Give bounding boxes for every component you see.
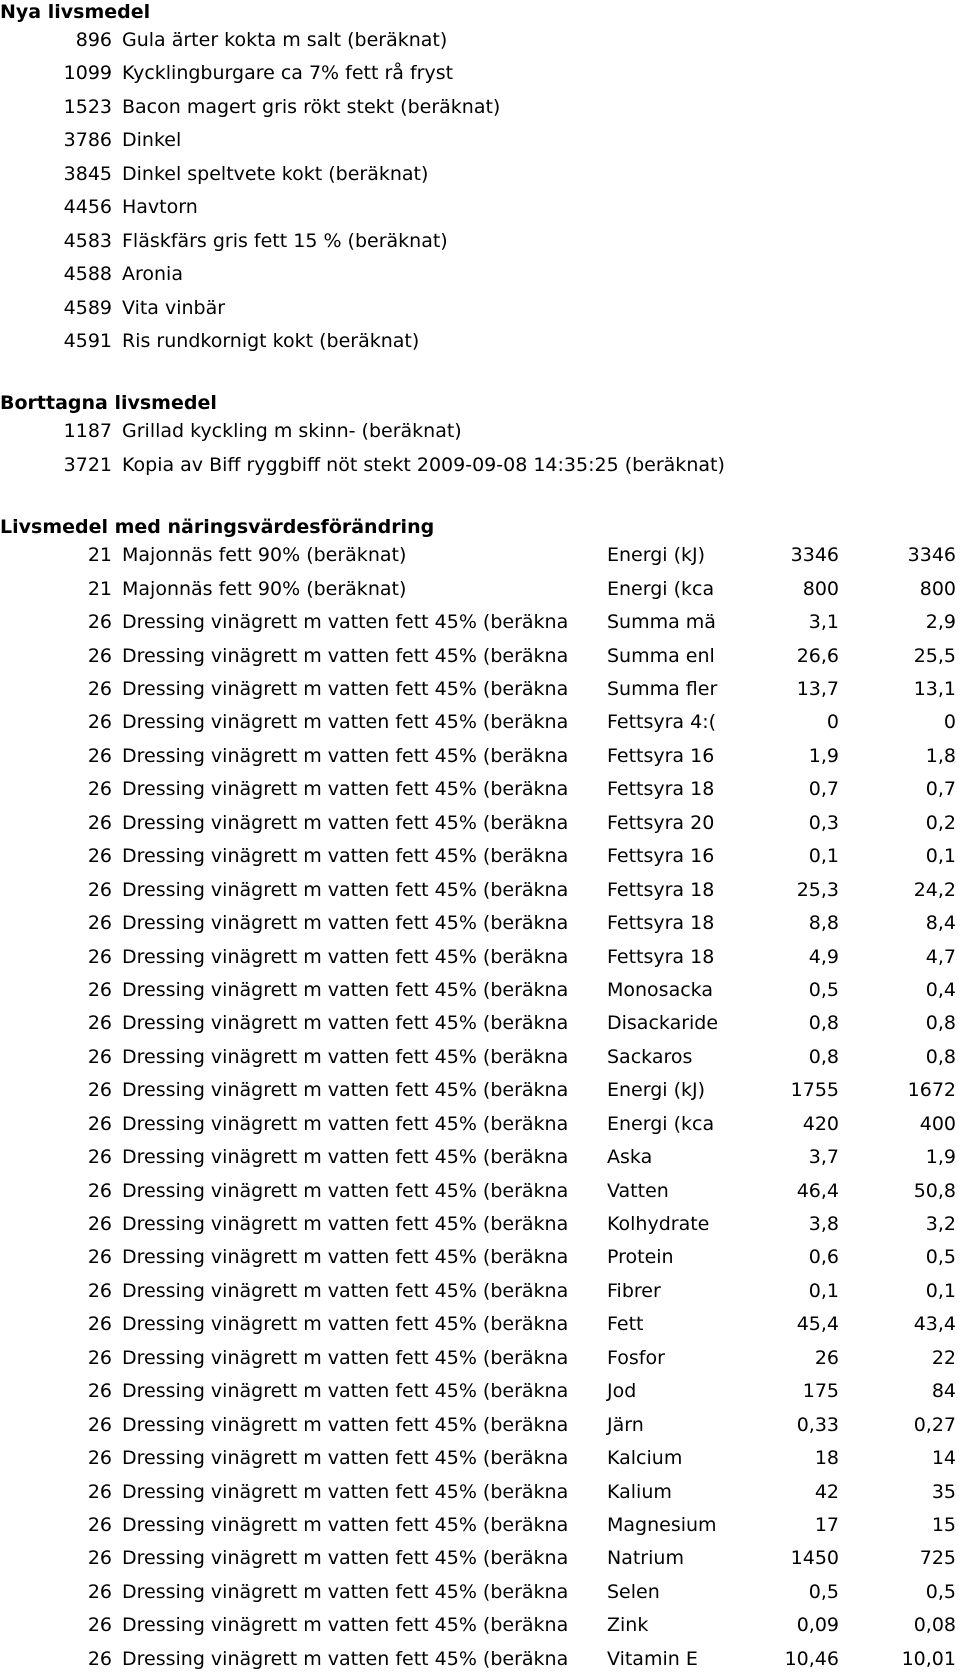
food-id: 26 xyxy=(87,1012,112,1035)
nutrient-name: Protein xyxy=(607,1246,674,1269)
new-value: 0,27 xyxy=(913,1413,956,1436)
new-value: 4,7 xyxy=(925,945,956,968)
nutrient-name: Fettsyra 16 xyxy=(607,744,715,767)
nutrient-name: Fettsyra 18 xyxy=(607,945,715,968)
new-value: 0,5 xyxy=(925,1580,956,1603)
food-id: 26 xyxy=(87,1179,112,1202)
old-value: 0 xyxy=(826,711,839,734)
table-row[interactable] xyxy=(0,673,960,706)
food-name: Dressing vinägrett m vatten fett 45% (beräkna xyxy=(122,1346,569,1369)
table-row[interactable] xyxy=(0,1476,960,1509)
old-value: 800 xyxy=(802,577,839,600)
food-id: 4583 xyxy=(63,229,112,252)
nutrient-name: Fettsyra 18 xyxy=(607,912,715,935)
old-value: 0,7 xyxy=(808,778,839,801)
food-id: 26 xyxy=(87,644,112,667)
nutrient-name: Energi (kJ) xyxy=(607,1079,706,1102)
food-id: 21 xyxy=(87,577,112,600)
table-row[interactable] xyxy=(0,1241,960,1274)
nutrient-name: Fettsyra 16 xyxy=(607,845,715,868)
nutrient-name: Fettsyra 18 xyxy=(607,778,715,801)
food-name: Dressing vinägrett m vatten fett 45% (beräkna xyxy=(122,1614,569,1637)
food-id: 4588 xyxy=(63,263,112,286)
food-id: 26 xyxy=(87,611,112,634)
old-value: 1755 xyxy=(790,1079,839,1102)
food-id: 26 xyxy=(87,711,112,734)
old-value: 45,4 xyxy=(796,1313,839,1336)
table-row[interactable] xyxy=(0,1208,960,1241)
table-row[interactable] xyxy=(0,1007,960,1040)
list-item[interactable] xyxy=(0,292,960,325)
table-row[interactable] xyxy=(0,974,960,1007)
table-row[interactable] xyxy=(0,840,960,873)
food-name: Grillad kyckling m skinn- (beräknat) xyxy=(122,420,462,443)
food-id: 26 xyxy=(87,845,112,868)
nutrient-name: Zink xyxy=(607,1614,649,1637)
food-id: 3721 xyxy=(63,453,112,476)
table-row[interactable] xyxy=(0,941,960,974)
new-value: 10,01 xyxy=(901,1647,956,1670)
food-name: Vita vinbär xyxy=(122,296,226,319)
nutrient-name: Kalcium xyxy=(607,1447,683,1470)
table-row[interactable] xyxy=(0,773,960,806)
food-name: Dressing vinägrett m vatten fett 45% (beräkna xyxy=(122,1447,569,1470)
food-name: Dressing vinägrett m vatten fett 45% (beräkna xyxy=(122,1547,569,1570)
new-value: 43,4 xyxy=(913,1313,956,1336)
nutrient-name: Energi (kJ) xyxy=(607,544,706,567)
food-id: 26 xyxy=(87,1313,112,1336)
old-value: 3,8 xyxy=(808,1213,839,1235)
changed-foods-table xyxy=(0,539,960,1676)
new-value: 0,4 xyxy=(925,978,956,1001)
new-value: 0,2 xyxy=(925,811,956,834)
food-name: Bacon magert gris rökt stekt (beräknat) xyxy=(122,95,501,118)
food-name: Dressing vinägrett m vatten fett 45% (beräkna xyxy=(122,644,569,667)
food-name: Dressing vinägrett m vatten fett 45% (beräkna xyxy=(122,1513,569,1536)
new-value: 0,5 xyxy=(925,1246,956,1269)
new-value: 3,2 xyxy=(925,1213,956,1235)
food-name: Gula ärter kokta m salt (beräknat) xyxy=(122,29,448,51)
nutrient-name: Kalium xyxy=(607,1480,672,1503)
old-value: 0,5 xyxy=(808,1580,839,1603)
table-row[interactable] xyxy=(0,1275,960,1308)
food-name: Dressing vinägrett m vatten fett 45% (beräkna xyxy=(122,1213,569,1235)
food-name: Dressing vinägrett m vatten fett 45% (beräkna xyxy=(122,845,569,868)
list-item[interactable] xyxy=(0,415,960,448)
food-name: Dressing vinägrett m vatten fett 45% (beräkna xyxy=(122,1146,569,1169)
food-name: Majonnäs fett 90% (beräknat) xyxy=(122,577,407,600)
old-value: 3,1 xyxy=(808,611,839,634)
food-name: Dressing vinägrett m vatten fett 45% (beräkna xyxy=(122,978,569,1001)
new-value: 25,5 xyxy=(913,644,956,667)
food-name: Dressing vinägrett m vatten fett 45% (beräkna xyxy=(122,1112,569,1135)
new-value: 800 xyxy=(919,577,956,600)
list-item[interactable] xyxy=(0,449,960,482)
new-value: 13,1 xyxy=(913,678,956,700)
old-value: 26 xyxy=(814,1346,839,1369)
table-row[interactable] xyxy=(0,1643,960,1676)
food-id: 26 xyxy=(87,1614,112,1637)
old-value: 1,9 xyxy=(808,744,839,767)
old-value: 0,3 xyxy=(808,811,839,834)
food-name: Dressing vinägrett m vatten fett 45% (beräkna xyxy=(122,1413,569,1436)
nutrient-name: Fettsyra 4:( xyxy=(607,711,717,734)
new-value: 1,8 xyxy=(925,744,956,767)
nutrient-name: Disackaride xyxy=(607,1012,719,1035)
new-value: 0,7 xyxy=(925,778,956,801)
nutrient-name: Fett xyxy=(607,1313,644,1336)
table-row[interactable] xyxy=(0,1074,960,1107)
food-name: Dressing vinägrett m vatten fett 45% (beräkna xyxy=(122,912,569,935)
old-value: 10,46 xyxy=(784,1647,839,1670)
table-row[interactable] xyxy=(0,1442,960,1475)
nutrient-name: Kolhydrate xyxy=(607,1213,710,1235)
food-name: Kopia av Biff ryggbiff nöt stekt 2009-09-08 14:35:25 (beräknat) xyxy=(122,453,725,476)
food-name: Dressing vinägrett m vatten fett 45% (beräkna xyxy=(122,1012,569,1035)
food-name: Dressing vinägrett m vatten fett 45% (beräkna xyxy=(122,878,569,901)
table-row[interactable] xyxy=(0,706,960,739)
list-item[interactable] xyxy=(0,191,960,224)
table-row[interactable] xyxy=(0,1409,960,1442)
nutrient-name: Energi (kca xyxy=(607,577,715,600)
new-value: 1672 xyxy=(907,1079,956,1102)
nutrient-name: Vitamin E xyxy=(607,1647,698,1670)
food-name: Dinkel speltvete kokt (beräknat) xyxy=(122,162,429,185)
food-name: Dressing vinägrett m vatten fett 45% (beräkna xyxy=(122,1079,569,1102)
table-row[interactable] xyxy=(0,807,960,840)
food-id: 26 xyxy=(87,678,112,700)
food-name: Dressing vinägrett m vatten fett 45% (beräkna xyxy=(122,1279,569,1302)
old-value: 175 xyxy=(802,1380,839,1403)
new-value: 84 xyxy=(931,1380,956,1403)
food-id: 26 xyxy=(87,912,112,935)
old-value: 0,8 xyxy=(808,1012,839,1035)
food-id: 4591 xyxy=(63,329,112,352)
food-name: Dressing vinägrett m vatten fett 45% (beräkna xyxy=(122,1045,569,1068)
nutrient-name: Aska xyxy=(607,1146,653,1169)
nutrient-name: Monosacka xyxy=(607,978,713,1001)
new-value: 22 xyxy=(931,1346,956,1369)
nutrient-name: Selen xyxy=(607,1580,660,1603)
food-id: 26 xyxy=(87,1380,112,1403)
food-name: Majonnäs fett 90% (beräknat) xyxy=(122,544,407,567)
old-value: 8,8 xyxy=(808,912,839,935)
new-value: 0,1 xyxy=(925,1279,956,1302)
table-row[interactable] xyxy=(0,1141,960,1174)
table-row[interactable] xyxy=(0,1542,960,1575)
food-name: Dressing vinägrett m vatten fett 45% (beräkna xyxy=(122,1313,569,1336)
old-value: 13,7 xyxy=(796,678,839,700)
list-item[interactable] xyxy=(0,57,960,90)
old-value: 0,33 xyxy=(796,1413,839,1436)
list-item[interactable] xyxy=(0,24,960,57)
new-value: 35 xyxy=(931,1480,956,1503)
list-item[interactable] xyxy=(0,258,960,291)
new-value: 1,9 xyxy=(925,1146,956,1169)
food-id: 26 xyxy=(87,1480,112,1503)
old-value: 42 xyxy=(814,1480,839,1503)
food-id: 4456 xyxy=(63,196,112,219)
food-id: 26 xyxy=(87,811,112,834)
food-id: 26 xyxy=(87,1513,112,1536)
new-value: 24,2 xyxy=(913,878,956,901)
food-name: Dressing vinägrett m vatten fett 45% (beräkna xyxy=(122,811,569,834)
food-id: 26 xyxy=(87,1346,112,1369)
food-id: 26 xyxy=(87,1647,112,1670)
table-row[interactable] xyxy=(0,1342,960,1375)
new-value: 0,1 xyxy=(925,845,956,868)
food-id: 26 xyxy=(87,1146,112,1169)
table-row[interactable] xyxy=(0,1041,960,1074)
nutrient-name: Energi (kca xyxy=(607,1112,715,1135)
nutrient-name: Fettsyra 18 xyxy=(607,878,715,901)
table-row[interactable] xyxy=(0,1375,960,1408)
old-value: 0,1 xyxy=(808,845,839,868)
table-row[interactable] xyxy=(0,1175,960,1208)
food-name: Dressing vinägrett m vatten fett 45% (beräkna xyxy=(122,678,569,700)
food-name: Havtorn xyxy=(122,196,198,219)
table-row[interactable] xyxy=(0,1308,960,1341)
food-id: 26 xyxy=(87,1079,112,1102)
food-name: Fläskfärs gris fett 15 % (beräknat) xyxy=(122,229,448,252)
food-name: Dressing vinägrett m vatten fett 45% (beräkna xyxy=(122,744,569,767)
food-id: 896 xyxy=(75,29,112,51)
old-value: 1450 xyxy=(790,1547,839,1570)
removed-foods-list xyxy=(0,415,960,482)
list-item[interactable] xyxy=(0,158,960,191)
new-value: 0,08 xyxy=(913,1614,956,1637)
old-value: 3,7 xyxy=(808,1146,839,1169)
food-name: Dressing vinägrett m vatten fett 45% (beräkna xyxy=(122,611,569,634)
food-id: 26 xyxy=(87,778,112,801)
section-title-removed-foods: Borttagna livsmedel xyxy=(0,392,217,415)
nutrient-name: Sackaros xyxy=(607,1045,693,1068)
food-name: Dressing vinägrett m vatten fett 45% (beräkna xyxy=(122,1179,569,1202)
food-id: 4589 xyxy=(63,296,112,319)
new-value: 400 xyxy=(919,1112,956,1135)
table-row[interactable] xyxy=(0,539,960,572)
table-row[interactable] xyxy=(0,907,960,940)
old-value: 0,1 xyxy=(808,1279,839,1302)
list-item[interactable] xyxy=(0,91,960,124)
nutrient-name: Summa enl xyxy=(607,644,715,667)
nutrient-name: Summa mä xyxy=(607,611,716,634)
food-name: Aronia xyxy=(122,263,183,286)
new-value: 15 xyxy=(931,1513,956,1536)
nutrient-name: Vatten xyxy=(607,1179,669,1202)
new-value: 14 xyxy=(931,1447,956,1470)
food-id: 3845 xyxy=(63,162,112,185)
food-id: 26 xyxy=(87,878,112,901)
nutrient-name: Magnesium xyxy=(607,1513,717,1536)
food-id: 26 xyxy=(87,1447,112,1470)
old-value: 0,09 xyxy=(796,1614,839,1637)
old-value: 17 xyxy=(814,1513,839,1536)
new-foods-list xyxy=(0,24,960,358)
food-id: 1523 xyxy=(63,95,112,118)
list-item[interactable] xyxy=(0,225,960,258)
food-id: 26 xyxy=(87,1045,112,1068)
old-value: 3346 xyxy=(790,544,839,567)
food-name: Dressing vinägrett m vatten fett 45% (beräkna xyxy=(122,1380,569,1403)
old-value: 0,6 xyxy=(808,1246,839,1269)
food-id: 26 xyxy=(87,1413,112,1436)
old-value: 0,8 xyxy=(808,1045,839,1068)
food-id: 1187 xyxy=(63,420,112,443)
nutrient-name: Jod xyxy=(607,1380,637,1403)
food-name: Dressing vinägrett m vatten fett 45% (beräkna xyxy=(122,1580,569,1603)
section-title-new-foods: Nya livsmedel xyxy=(0,1,151,23)
new-value: 0,8 xyxy=(925,1012,956,1035)
old-value: 4,9 xyxy=(808,945,839,968)
spacer xyxy=(0,482,960,515)
table-row[interactable] xyxy=(0,1509,960,1542)
food-id: 21 xyxy=(87,544,112,567)
old-value: 18 xyxy=(814,1447,839,1470)
food-id: 26 xyxy=(87,1213,112,1235)
food-name: Dressing vinägrett m vatten fett 45% (beräkna xyxy=(122,1246,569,1269)
food-id: 26 xyxy=(87,1246,112,1269)
food-id: 26 xyxy=(87,744,112,767)
food-name: Dressing vinägrett m vatten fett 45% (beräkna xyxy=(122,1480,569,1503)
table-row[interactable] xyxy=(0,740,960,773)
new-value: 3346 xyxy=(907,544,956,567)
section-title-changed-foods: Livsmedel med näringsvärdesförändring xyxy=(0,516,435,539)
food-id: 26 xyxy=(87,1547,112,1570)
food-name: Dressing vinägrett m vatten fett 45% (beräkna xyxy=(122,945,569,968)
food-name: Dinkel xyxy=(122,129,182,152)
food-name: Kycklingburgare ca 7% fett rå fryst xyxy=(122,62,454,85)
list-item[interactable] xyxy=(0,124,960,157)
food-id: 26 xyxy=(87,1112,112,1135)
new-value: 50,8 xyxy=(913,1179,956,1202)
food-id: 1099 xyxy=(63,62,112,85)
nutrient-name: Fibrer xyxy=(607,1279,661,1302)
old-value: 420 xyxy=(802,1112,839,1135)
new-value: 0 xyxy=(943,711,956,734)
old-value: 25,3 xyxy=(796,878,839,901)
old-value: 0,5 xyxy=(808,978,839,1001)
nutrient-name: Summa fler xyxy=(607,678,718,700)
food-name: Ris rundkornigt kokt (beräknat) xyxy=(122,329,420,352)
table-row[interactable] xyxy=(0,606,960,639)
nutrient-name: Natrium xyxy=(607,1547,684,1570)
table-row[interactable] xyxy=(0,1576,960,1609)
food-id: 3786 xyxy=(63,129,112,152)
nutrient-name: Fettsyra 20 xyxy=(607,811,715,834)
food-id: 26 xyxy=(87,945,112,968)
food-name: Dressing vinägrett m vatten fett 45% (beräkna xyxy=(122,1647,569,1670)
new-value: 725 xyxy=(919,1547,956,1570)
old-value: 46,4 xyxy=(796,1179,839,1202)
nutrient-name: Fosfor xyxy=(607,1346,665,1369)
table-row[interactable] xyxy=(0,1108,960,1141)
new-value: 2,9 xyxy=(925,611,956,634)
food-id: 26 xyxy=(87,1279,112,1302)
table-row[interactable] xyxy=(0,640,960,673)
table-row[interactable] xyxy=(0,1609,960,1642)
food-id: 26 xyxy=(87,978,112,1001)
food-id: 26 xyxy=(87,1580,112,1603)
spacer xyxy=(0,358,960,391)
new-value: 0,8 xyxy=(925,1045,956,1068)
nutrient-name: Järn xyxy=(607,1413,644,1436)
table-row[interactable] xyxy=(0,874,960,907)
table-row[interactable] xyxy=(0,573,960,606)
food-name: Dressing vinägrett m vatten fett 45% (beräkna xyxy=(122,711,569,734)
list-item[interactable] xyxy=(0,325,960,358)
new-value: 8,4 xyxy=(925,912,956,935)
old-value: 26,6 xyxy=(796,644,839,667)
food-name: Dressing vinägrett m vatten fett 45% (beräkna xyxy=(122,778,569,801)
